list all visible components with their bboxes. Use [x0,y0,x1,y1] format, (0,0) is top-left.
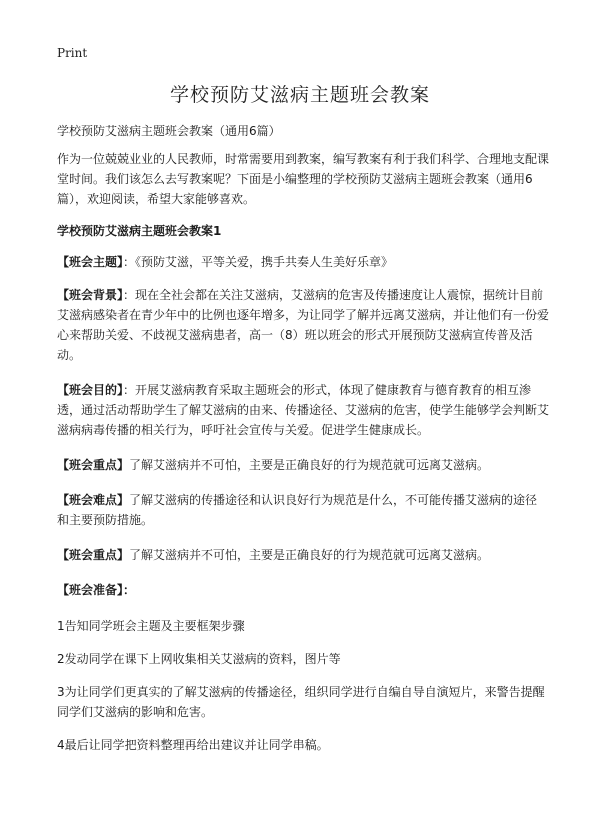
key-point-text: 了解艾滋病并不可怕，主要是正确良好的行为规范就可远离艾滋病。 [129,458,490,472]
preparation-step: 1告知同学班会主题及主要框架步骤 [57,619,245,633]
key-point-label-2: 【班会重点】 [57,548,130,562]
key-point-label: 【班会重点】 [57,458,130,472]
background-paragraph [57,285,549,365]
document-title: 学校预防艾滋病主题班会教案 [169,84,430,106]
document-subtitle: 学校预防艾滋病主题班会教案（通用6篇） [57,124,281,138]
purpose-label: 【班会目的】 [57,383,124,397]
background-text: ：现在全社会都在关注艾滋病，艾滋病的危害及传播速度让人震惊，据统计目前艾滋病感染者在青少年中的比例也逐年增多，为让同学了解并远离艾滋病，并让他们有一份爱心来帮助关爱、不歧视艾滋病患者，高一（8）班以班会的形式开展预防艾滋病宣传普及活动。 [57,288,550,362]
section-heading: 学校预防艾滋病主题班会教案1 [57,224,222,238]
print-link[interactable]: Print [57,46,88,60]
document-body [57,121,549,768]
difficulty-text: 了解艾滋病的传播途径和认识良好行为规范是什么，不可能传播艾滋病的途径和主要预防措施。 [57,493,538,527]
purpose-text: ：开展艾滋病教育采取主题班会的形式，体现了健康教育与德育教育的相互渗透，通过活动帮助学生了解艾滋病的由来、传播途径、艾滋病的危害，使学生能够学会判断艾滋病病毒传播的相关行为，呼吁社会宣传与关爱。促进学生健康成长。 [57,383,550,437]
key-point-paragraph [57,455,549,475]
intro-paragraph: 作为一位兢兢业业的人民教师，时常需要用到教案，编写教案有利于我们科学、合理地支配课堂时间。我们该怎么去写教案呢？下面是小编整理的学校预防艾滋病主题班会教案（通用6篇），欢迎阅读，希望大家能够喜欢。 [57,152,550,206]
theme-paragraph [57,252,549,272]
background-label: 【班会背景】 [57,288,124,302]
theme-text: ：《预防艾滋，平等关爱，携手共奏人生美好乐章》 [123,255,394,269]
theme-label: 【班会主题】 [57,255,124,269]
difficulty-label: 【班会难点】 [57,493,130,507]
key-point-paragraph-2 [57,545,549,565]
preparation-step: 4最后让同学把资料整理再给出建议并让同学串稿。 [57,738,329,752]
difficulty-paragraph [57,490,549,530]
preparation-step: 3为让同学们更真实的了解艾滋病的传播途径，组织同学进行自编自导自演短片，来警告提醒同学们艾滋病的影响和危害。 [57,685,545,719]
preparation-step: 2发动同学在课下上网收集相关艾滋病的资料，图片等 [57,652,341,666]
purpose-paragraph [57,380,549,440]
key-point-text-2: 了解艾滋病并不可怕，主要是正确良好的行为规范就可远离艾滋病。 [129,548,490,562]
preparation-heading: 【班会准备】： [57,583,136,597]
